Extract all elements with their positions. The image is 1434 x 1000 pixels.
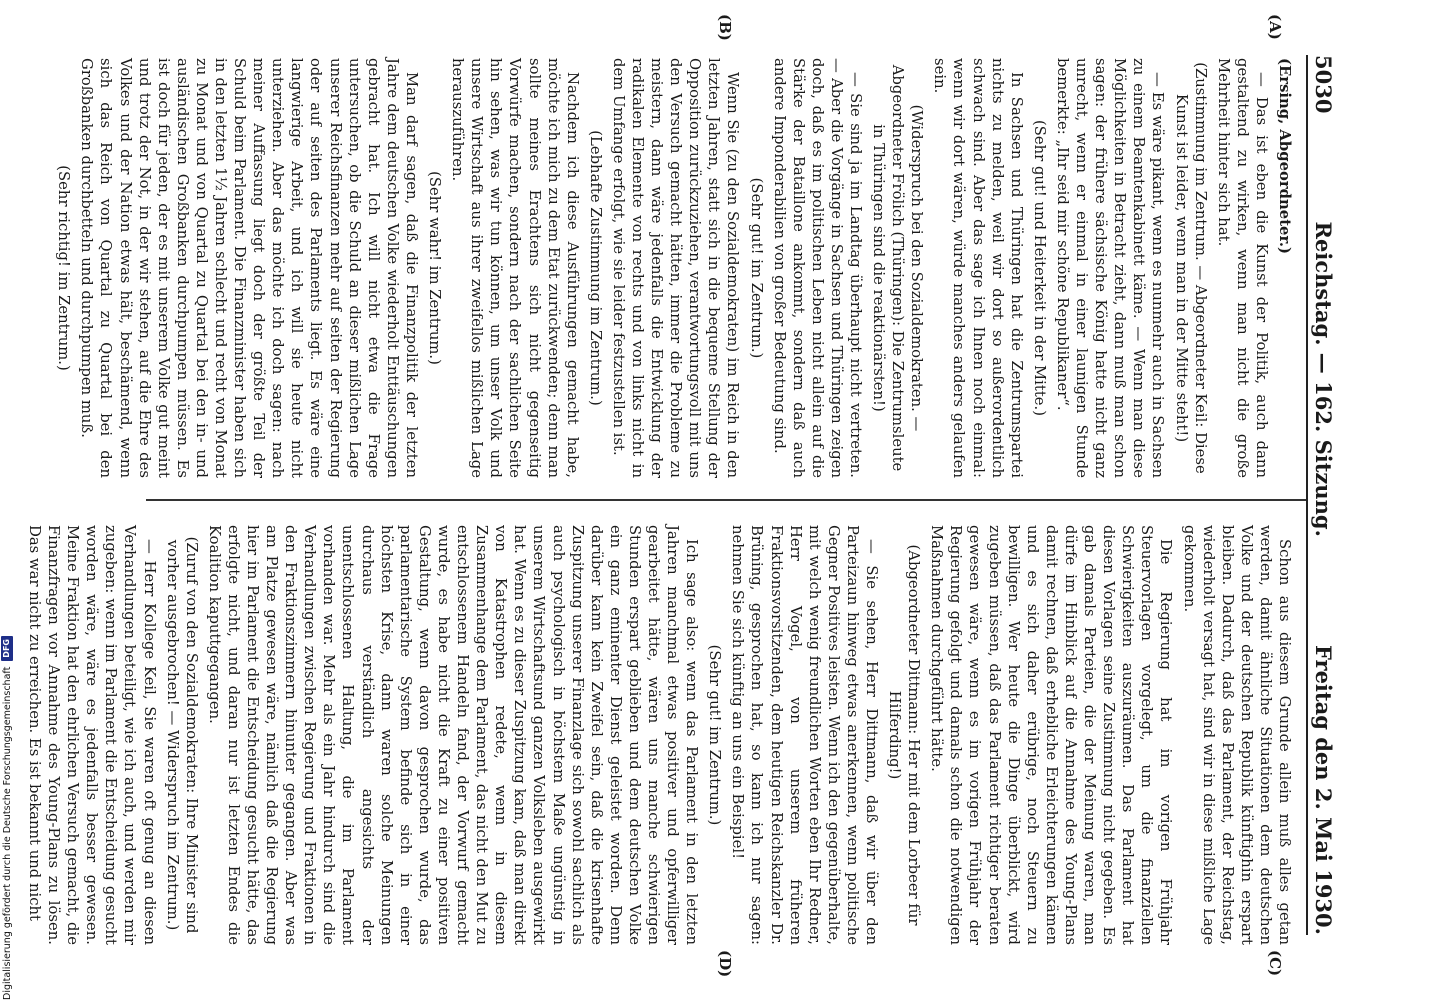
page-number: 5030	[1311, 55, 1337, 114]
margin-marker-a: (A)	[1266, 14, 1284, 40]
right_column-paragraph: Schon aus diesem Grunde allein muß alles getan werden, damit ähnliche Situationen dem deutschen Volke und der deutschen Republik künftighin erspart bleiben. Dadurch, daß das Parlament, der Reichstag, wiederholt versagt hat, sind wir in diese mißliche Lage gekommen.	[1180, 525, 1293, 945]
left_column-interjection: (Zustimmung im Zentrum. — Abgeordneter Keil: Diese Kunst ist leider, wenn man in der Mitte steht!)	[1172, 62, 1209, 474]
right_column-paragraph: — Sie sehen, Herr Dittmann, daß wir über den Parteizaun hinweg etwas anerkennen, wenn politische Gegner Positives leisten. Wenn ich den gegenüberhalte, mit welch wenig freundlichen Worten eben Ihr Redner, Herr Vogel, von unserem früheren Fraktionsvorsitzenden, dem heutigen Reichskanzler Dr. Brüning, gesprochen hat, so kann ich nur sagen: nehmen Sie sich künftig an uns ein Beispiel!	[729, 525, 881, 945]
right_column-paragraph: Die Regierung hat im vorigen Frühjahr Steuervorlagen vorgelegt, um die finanziellen Schwierigkeiten auszuräumen. Das Parlament hat diesen Vorlagen seine Zustimmung nicht gegeben. Es gab damals Parteien, die der Meinung waren, man dürfe im Hinblick auf die Annahme des Young-Plans damit rechnen, daß erhebliche Erleichterungen kämen und es sich daher erübrige, noch Steuern zu bewilligen. Wer heute die Dinge überblickt, wird zugeben müssen, daß das Parlament richtiger beraten gewesen wäre, wenn es im vorigen Frühjahr der Regierung gefolgt und damals schon die notwendigen Maßnahmen durchgeführt hätte.	[928, 525, 1175, 945]
left_column-paragraph: — Es wäre pikant, wenn es nunmehr auch in Sachsen zu einem Beamtenkabinett käme. — Wenn man diese Möglichkeiten in Betracht zieht, dann muß man schon sagen: der frühere sächsische König hatte nicht ganz unrecht, wenn er einmal in einer launigen Stunde bemerkte: „Ihr seid mir schöne Republikaner“.	[1053, 58, 1167, 478]
dfg-logo: DFG	[1, 636, 13, 661]
right-column	[21, 525, 1294, 945]
left_column-paragraph: In Sachsen und Thüringen hat die Zentrumspartei nichts zu melden, weil wir dort so außerordentlich schwach sind. Aber das sage ich Ihnen noch einmal: wenn wir dort wären, würde manches anders gelaufen sein.	[931, 58, 1025, 478]
left_column-paragraph: — Das ist eben die Kunst der Politik, auch dann gestaltend zu wirken, wenn man nicht die große Mehrheit hinter sich hat.	[1214, 58, 1270, 478]
left_column-interjection: (Sehr richtig! im Zentrum.)	[55, 165, 73, 371]
margin-marker-b: (B)	[716, 14, 734, 41]
column-divider	[146, 499, 1306, 501]
left_column-interjection: (Sehr gut! im Zentrum.)	[747, 177, 765, 359]
margin-marker-d: (D)	[716, 950, 734, 978]
left_column-interjection: (Lebhafte Zustimmung im Zentrum.)	[586, 130, 604, 406]
header-title: Reichstag. — 162. Sitzung.	[1311, 221, 1337, 537]
right_column-paragraph: — Herr Kollege Keil, Sie waren oft genug an diesen Verhandlungen beteiligt, wie ich auch, und werden mir zugeben: wenn im Parlament die Entscheidung gesucht worden wäre, wäre es jedenfalls besser gewesen. Meine Fraktion hat den ehrlichen Versuch gemacht, die Finanzfragen vor Annahme des Young-Plans zu lösen. Das war nicht zu erreichen. Es ist bekannt und nicht	[26, 525, 158, 945]
left_column-paragraph: — Sie sind ja im Landtag überhaupt nicht vertreten. — Aber die Vorgänge in Sachsen und Thüringen zeigen doch, daß es im politischen Leben nicht allein auf die Stärke der Bataillone ankommt, sondern daß auch andere Imponderabilien von großer Bedeutung sind.	[770, 58, 865, 478]
left_column-paragraph: Man darf sagen, daß die Finanzpolitik der letzten Jahre dem deutschen Volke wiederholt Enttäuschungen gebracht hat. Ich will nicht etwa die Frage untersuchen, ob die Schuld an dieser mißlichen Lage unserer Reichsfinanzen mehr auf seiten der Regierung oder auf seiten des Parlaments liegt. Es wäre eine langwierige Arbeit, und ich will sie heute nicht unterziehen. Aber das möchte ich doch sagen: nach meiner Auffassung liegt doch der größte Teil der Schuld beim Parlament. Die Finanzminister haben sich in den letzten 1½ Jahren schlecht und recht von Monat zu Monat und von Quartal zu Quartal bei den in- und ausländischen Großbanken durchpumpen müssen. Es ist doch für jeden, der es mit unserem Volke gut meint und trotz der Not, in der wir stehen, auf die Ehre des Volkes und der Nation etwas hält, beschämend, wenn sich das Reich von Quartal zu Quartal bei den Großbanken durchbetteln und durchpumpen muß.	[78, 58, 420, 478]
margin-marker-c: (C)	[1266, 950, 1284, 977]
left_column-paragraph: Wenn Sie (zu den Sozialdemokraten) im Reich in den letzten Jahren, statt sich in die bequeme Stellung der Opposition zurückzuziehen, verantwortungsvoll mit uns den Versuch gemacht hätten, immer die Probleme zu meistern, dann wäre jedenfalls die Entwicklung der radikalen Elemente von rechts und von links nicht in dem Umfange erfolgt, wie sie leider festzustellen ist.	[609, 58, 742, 478]
right_column-interjection: (Sehr gut! im Zentrum.)	[706, 644, 724, 826]
right_column-paragraph: Ich sage also: wenn das Parlament in den letzten Jahren manchmal etwas positiver und opferwilliger gearbeitet hätte, wären uns manche schwierigen Stunden erspart geblieben und dem deutschen Volke ein ganz eminenter Dienst geleistet worden. Denn darüber kann kein Zweifel sein, daß die krisenhafte Zuspitzung unserer Finanzlage sich sowohl sachlich als auch psychologisch in höchstem Maße ungünstig in unserem Wirtschaftsund ganzen Volksleben ausgewirkt hat. Wenn es zu dieser Zuspitzung kam, daß man direkt von Katastrophen redete, wenn in diesem Zusammenhange dem Parlament, das nicht den Mut zu entschlossenem Handeln fand, der Vorwurf gemacht wurde, es habe nicht die Kraft zu einer positiven Gestaltung, wenn davon gesprochen wurde, das parlamentarische System befinde sich in einer höchsten Krise, dann waren solche Meinungen durchaus verständlich angesichts der unentschlossenen Haltung, die im Parlament vorhanden war. Mehr als ein Jahr hindurch sind die Verhandlungen zwischen Regierung und Fraktionen in den Fraktionszimmern hinunter gegangen. Aber was am Platze gewesen wäre, nämlich daß die Regierung hier im Parlament die Entscheidung gesucht hätte, das erfolgte nicht, und daran nur ist letzten Endes die Koalition kaputtgegangen.	[205, 525, 701, 945]
left_column-interjection: (Sehr gut! und Heiterkeit in der Mitte.)	[1030, 119, 1048, 417]
right_column-interjection: (Zuruf von den Sozialdemokraten: Ihre Minister sind vorher ausgebrochen! — Widerspruch im Zentrum.)	[163, 536, 200, 934]
left_column-speaker-line: (Ersing, Abgeordneter.)	[1276, 58, 1293, 255]
header-date: Freitag den 2. Mai 1930.	[1311, 644, 1337, 935]
left_column-interjection: (Widerspruch bei den Sozialdemokraten. — Abgeordneter Frölich (Thüringen): Die Zentrumsleute in Thüringen sind die reaktionärsten!)	[870, 64, 926, 472]
header-rule	[1306, 55, 1308, 935]
left_column-paragraph: Nachdem ich diese Ausführungen gemacht habe, möchte ich mich zu dem Etat zurückwenden; denn man sollte meines Erachtens sich nicht gegenseitig Vorwürfe machen, sondern nach der sachlichen Seite hin sehen, was wir tun können, um unser Volk und unsere Wirtschaft aus ihrer zweifellos mißlichen Lage herauszuführen.	[449, 58, 581, 478]
page-header	[1304, 55, 1344, 935]
right_column-interjection: (Abgeordneter Dittmann: Her mit dem Lorbeer für Hilferding!)	[886, 544, 923, 926]
credit-text: Digitalisierung gefördert durch die Deutsche Forschungsgemeinschaft	[1, 666, 13, 1000]
left-column	[50, 58, 1294, 478]
digitization-credit	[0, 20, 14, 1000]
left_column-interjection: (Sehr wahr! im Zentrum.)	[426, 171, 444, 365]
